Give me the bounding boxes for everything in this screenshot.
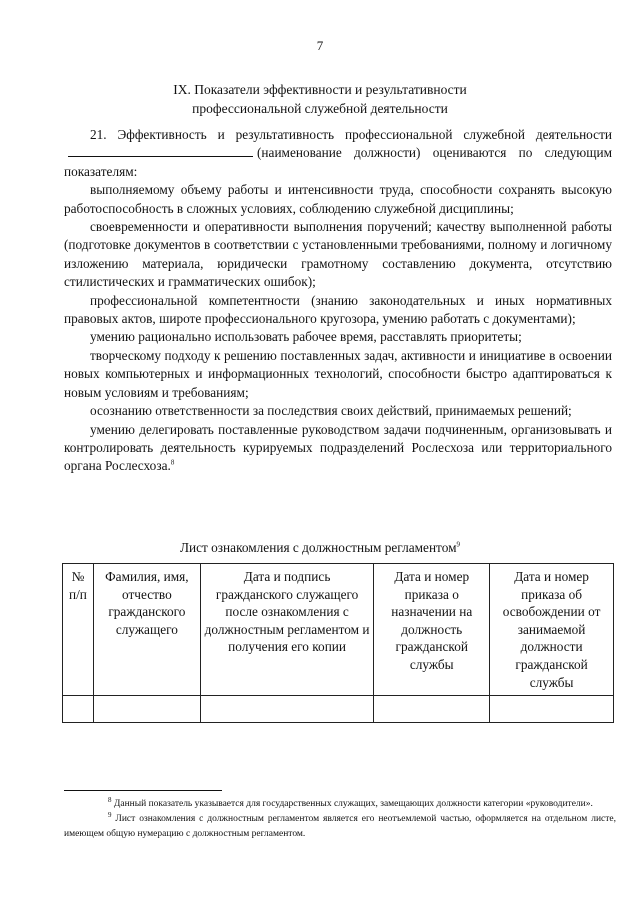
indicator-item: творческому подходу к решению поставленных задач, активности и инициативе в освоении новых компьютерных и информационных технологий, способности быстро адаптироваться к новым условиям и требованиям; (64, 347, 612, 400)
section-title-line-2: профессиональной служебной деятельности (192, 101, 448, 116)
footnote-mark: 9 (108, 810, 112, 819)
table-cell (200, 696, 374, 723)
ack-table (62, 563, 614, 723)
paragraph-21-lead: 21. Эффективность и результативность профессиональной служебной деятельности (90, 127, 612, 142)
table-cell (93, 696, 200, 723)
indicator-item: профессиональной компетентности (знанию законодательных и иных нормативных правовых актов, широте профессионального кругозора, умению работать с документами); (64, 292, 612, 327)
footnote-9 (64, 812, 616, 842)
page-number: 7 (316, 38, 324, 53)
indicator-item-last (64, 421, 612, 476)
table-cell (490, 696, 614, 723)
indicator-item-text: умению делегировать поставленные руководством задачи подчиненным, организовывать и контролировать деятельность курируемых подразделений Рослесхоза или территориального органа Рослесхоза. (64, 421, 612, 474)
footnote-mark: 8 (108, 795, 112, 804)
footnote-text: Лист ознакомления с должностным регламентом является его неотъемлемой частью, оформляется на отдельном листе, имеющем общую нумерацию с должностным регламентом. (64, 814, 617, 839)
footnotes (64, 797, 616, 842)
table-cell (63, 696, 94, 723)
footnote-text: Данный показатель указывается для государственных служащих, замещающих должности категории «руководители». (113, 799, 593, 809)
indicator-item: осознанию ответственности за последствия своих действий, принимаемых решений; (90, 403, 572, 419)
paragraph-21 (64, 126, 612, 181)
paragraph-21-tail: (наименование должности) оцениваются по следующим показателям: (64, 145, 612, 179)
col-header-appointment-order: Дата и номер приказа о назначении на должность гражданской службы (374, 564, 490, 696)
footnote-ref-8: 8 (170, 458, 175, 467)
ack-table-header-row (63, 564, 614, 696)
position-name-blank (68, 144, 253, 157)
table-cell (374, 696, 490, 723)
indicator-item: своевременности и оперативности выполнения поручений; качеству выполненной работы (подготовке документов в соответствии с установленными требованиями, полному и логичному изложению материала, юридически грамотному составлению документа, отсутствию стилистических и грамматических ошибок); (64, 219, 612, 290)
footnote-8 (64, 797, 616, 812)
footnote-ref-9: 9 (456, 540, 461, 549)
col-header-number: № п/п (63, 564, 94, 696)
section-title-line-1: IX. Показатели эффективности и результативности (173, 82, 467, 97)
col-header-signature-date: Дата и подпись гражданского служащего после ознакомления с должностным регламентом и получения его копии (200, 564, 374, 696)
indicator-item: выполняемому объему работы и интенсивности труда, способности сохранять высокую работоспособность в сложных условиях, соблюдению служебной дисциплины; (64, 182, 612, 216)
ack-sheet-title (0, 540, 640, 556)
section-body (64, 126, 612, 476)
table-row (63, 696, 614, 723)
ack-sheet-title-text: Лист ознакомления с должностным регламентом (179, 540, 457, 555)
col-header-full-name: Фамилия, имя, отчество гражданского служащего (93, 564, 200, 696)
footnote-separator (64, 790, 222, 791)
col-header-dismissal-order: Дата и номер приказа об освобождении от занимаемой должности гражданской службы (490, 564, 614, 696)
section-title (0, 80, 640, 118)
indicator-item: умению рационально использовать рабочее время, расставлять приоритеты; (90, 329, 522, 345)
